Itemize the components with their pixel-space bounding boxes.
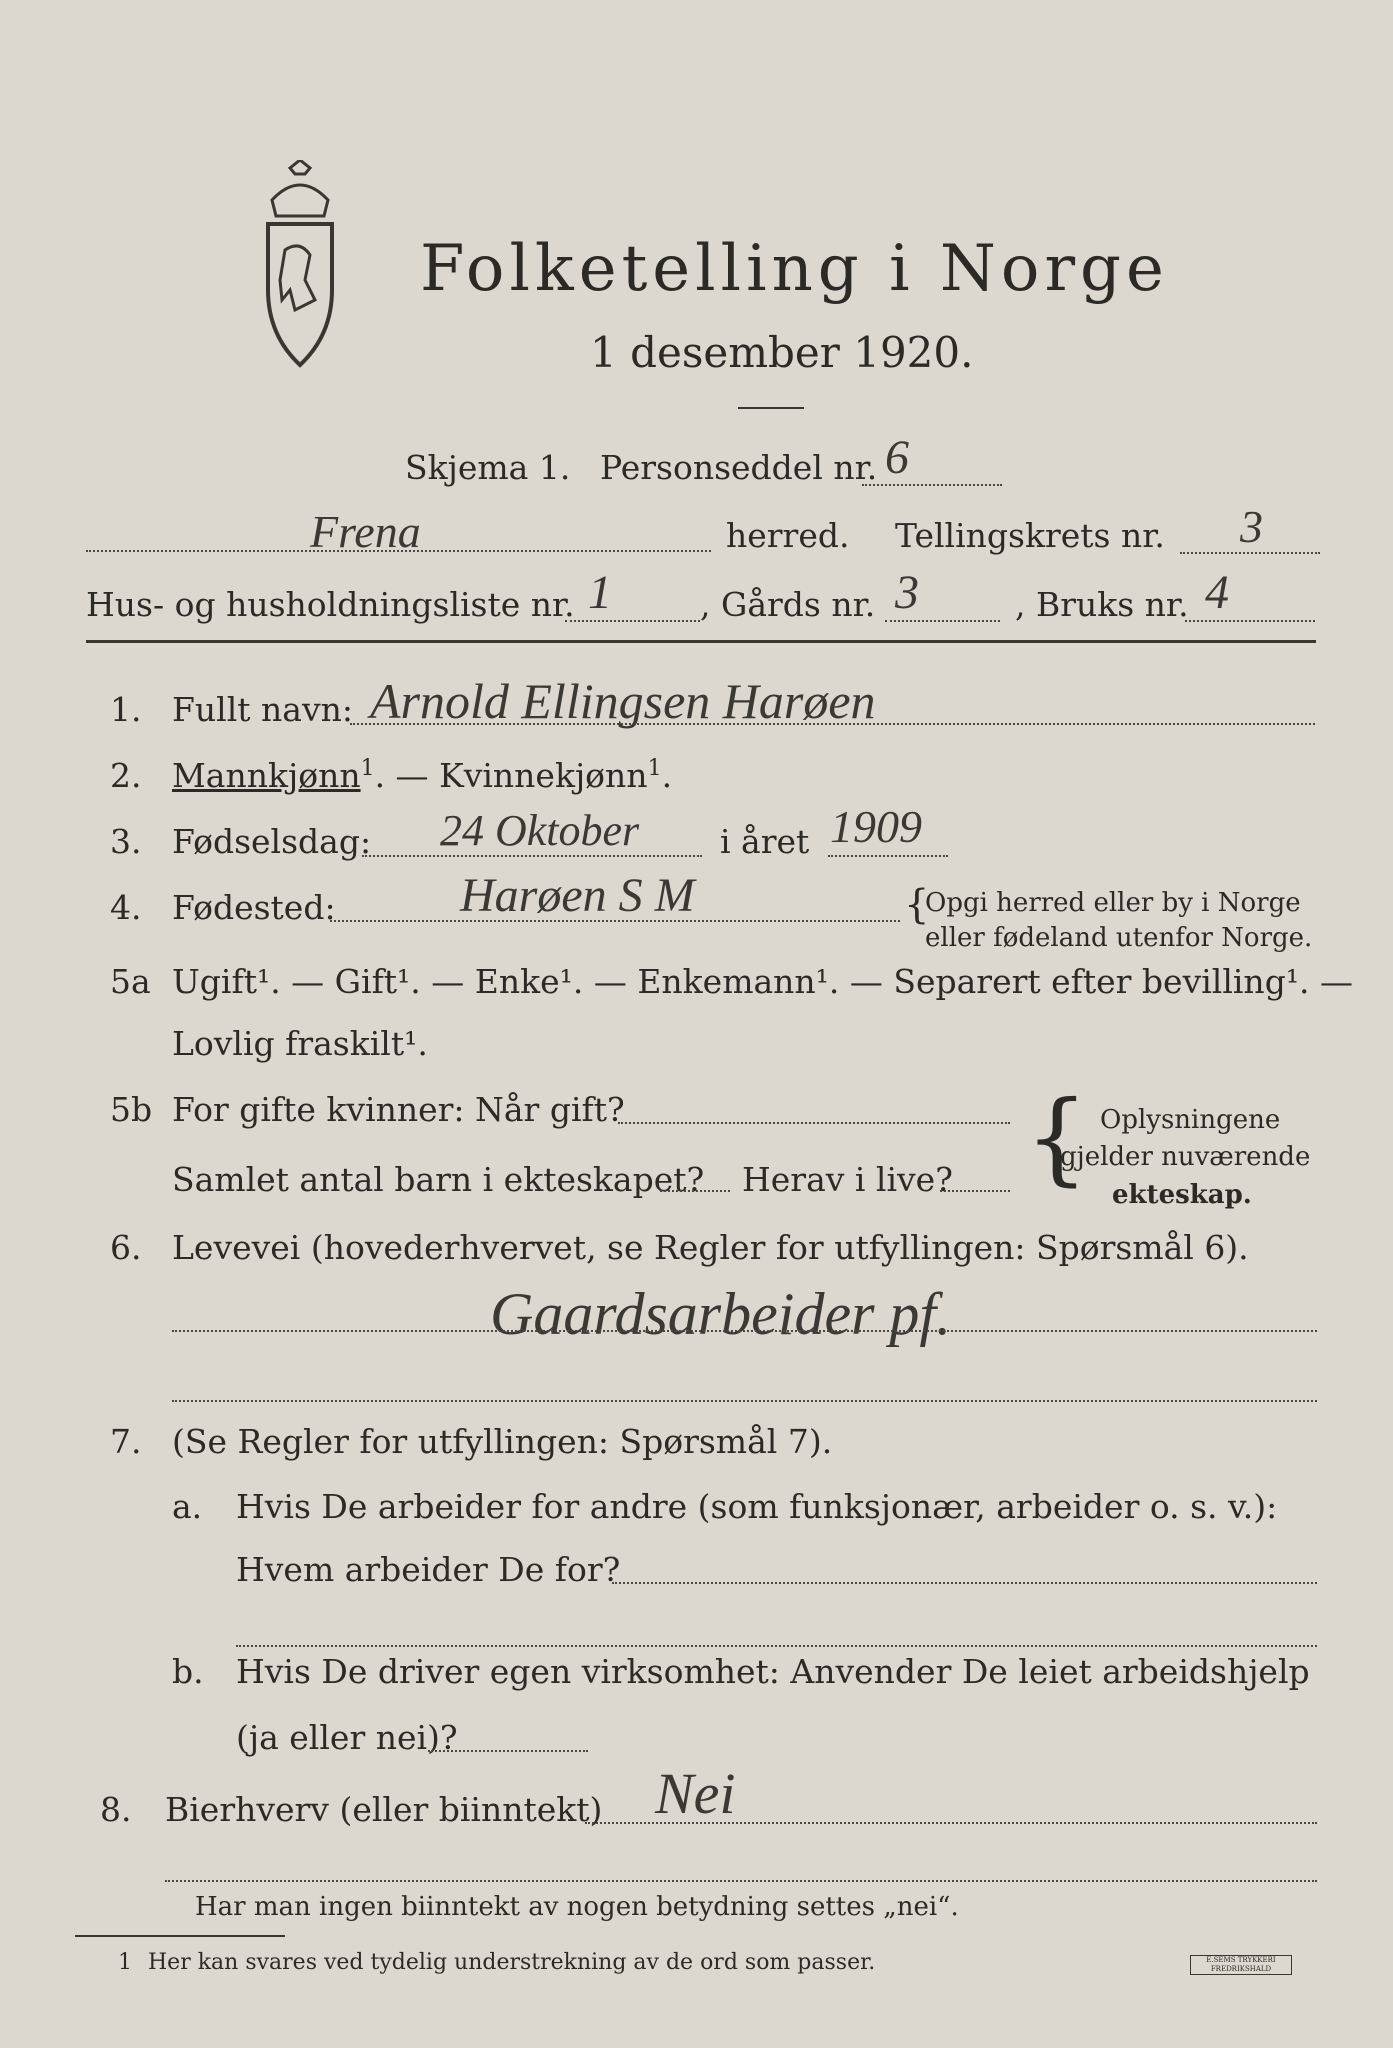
q7a-line2 [236,1645,1317,1647]
married-when-label: For gifte kvinner: Når gift? [172,1090,625,1129]
title-divider [738,407,804,409]
footer-note: Har man ingen biinntekt av nogen betydning settes „nei“. [195,1892,959,1922]
gender-separator: . — [374,756,440,795]
female-option: Kvinnekjønn [439,756,648,795]
q5b-note-line3: ekteskap. [1112,1180,1252,1210]
q7a-number: a. [172,1487,203,1526]
q5b-brace: { [1025,1079,1089,1196]
schema-label: Skjema 1. [405,448,571,487]
q7a-who-line [612,1582,1317,1584]
tellingskrets-value: 3 [1240,501,1263,552]
q8-number: 8. [100,1790,132,1829]
birthplace-value: Harøen S M [460,869,695,922]
q1-label: Fullt navn: [172,690,353,729]
gender-end: . [661,756,673,795]
full-name-value: Arnold Ellingsen Harøen [370,673,876,729]
q4-brace: { [904,882,930,928]
birth-year-value: 1909 [830,801,922,852]
q7-number: 7. [110,1422,142,1461]
female-footnote-mark: 1 [647,756,662,781]
occupation-value: Gaardsarbeider pf. [490,1281,952,1347]
q1-number: 1. [110,690,142,729]
personseddel-label: Personseddel nr. [600,448,878,487]
gards-label: , Gårds nr. [700,585,876,624]
q5a-number: 5a [110,962,151,1001]
male-option: Mannkjønn [172,756,361,795]
marital-options-cont: Lovlig fraskilt¹. [172,1024,428,1063]
q8-line2 [165,1880,1317,1882]
q6-label: Levevei (hovederhvervet, se Regler for utfyllingen: Spørsmål 6). [172,1228,1249,1267]
q2-number: 2. [110,756,142,795]
personseddel-value: 6 [885,431,909,484]
q5b-note-line1: Oplysningene [1100,1105,1281,1135]
bruks-line [1185,620,1315,622]
bruks-label: , Bruks nr. [1015,585,1189,624]
hus-line [565,620,700,622]
q7-label: (Se Regler for utfyllingen: Spørsmål 7). [172,1422,833,1461]
personseddel-line [862,484,1002,486]
male-footnote-mark: 1 [360,756,375,781]
occupation-line2 [172,1400,1317,1402]
q6-number: 6. [110,1228,142,1267]
census-date: 1 desember 1920. [590,328,974,377]
footnote-number: 1 [118,1950,132,1975]
q5b-note-line2: gjelder nuværende [1060,1142,1311,1172]
q4-label: Fødested: [172,888,336,927]
q7b-text: Hvis De driver egen virksomhet: Anvender De leiet arbeidshjelp [236,1652,1310,1691]
q3-number: 3. [110,822,142,861]
q7a-who-label: Hvem arbeider De for? [236,1550,621,1589]
hus-label: Hus- og husholdningsliste nr. [86,585,575,624]
alive-line [940,1190,1010,1192]
q7b-yn-line [428,1750,588,1752]
q3-label: Fødselsdag: [172,822,372,861]
footnote-rule [75,1935,285,1937]
q2-options [172,756,672,795]
gards-value: 3 [895,566,919,619]
tellingskrets-label: Tellingskrets nr. [895,516,1165,555]
year-line [828,855,948,857]
children-label: Samlet antal barn i ekteskapet? [172,1160,705,1199]
q4-note-line1: Opgi herred eller by i Norge [925,888,1301,918]
married-when-line [618,1122,1010,1124]
q7a-text: Hvis De arbeider for andre (som funksjonær, arbeider o. s. v.): [236,1487,1278,1526]
page-title: Folketelling i Norge [420,232,1169,306]
occupation-line1 [172,1330,1317,1332]
herred-value: Frena [310,506,421,557]
children-line [660,1190,730,1192]
herred-label: herred. [726,516,850,555]
q7b-yn-label: (ja eller nei)? [236,1718,458,1757]
birthday-value: 24 Oktober [440,806,640,855]
q5b-number: 5b [110,1090,153,1129]
printer-stamp: E.SEMS TRYKKERI FREDRIKSHALD [1190,1955,1292,1975]
alive-label: Herav i live? [742,1160,953,1199]
year-label: i året [720,822,810,861]
hus-value: 1 [588,566,612,619]
q4-number: 4. [110,888,142,927]
footnote-text: Her kan svares ved tydelig understrekning av de ord som passer. [148,1950,876,1975]
q8-label: Bierhverv (eller biinntekt) [165,1790,603,1829]
coat-of-arms-icon [250,160,350,370]
q4-note-line2: eller fødeland utenfor Norge. [925,923,1313,953]
gards-line [885,620,1000,622]
side-income-value: Nei [655,1761,736,1826]
bruks-value: 4 [1205,566,1229,619]
header-rule [86,640,1316,643]
q7b-number: b. [172,1652,204,1691]
marital-options: Ugift¹. — Gift¹. — Enke¹. — Enkemann¹. — Separert efter bevilling¹. — [172,962,1354,1001]
